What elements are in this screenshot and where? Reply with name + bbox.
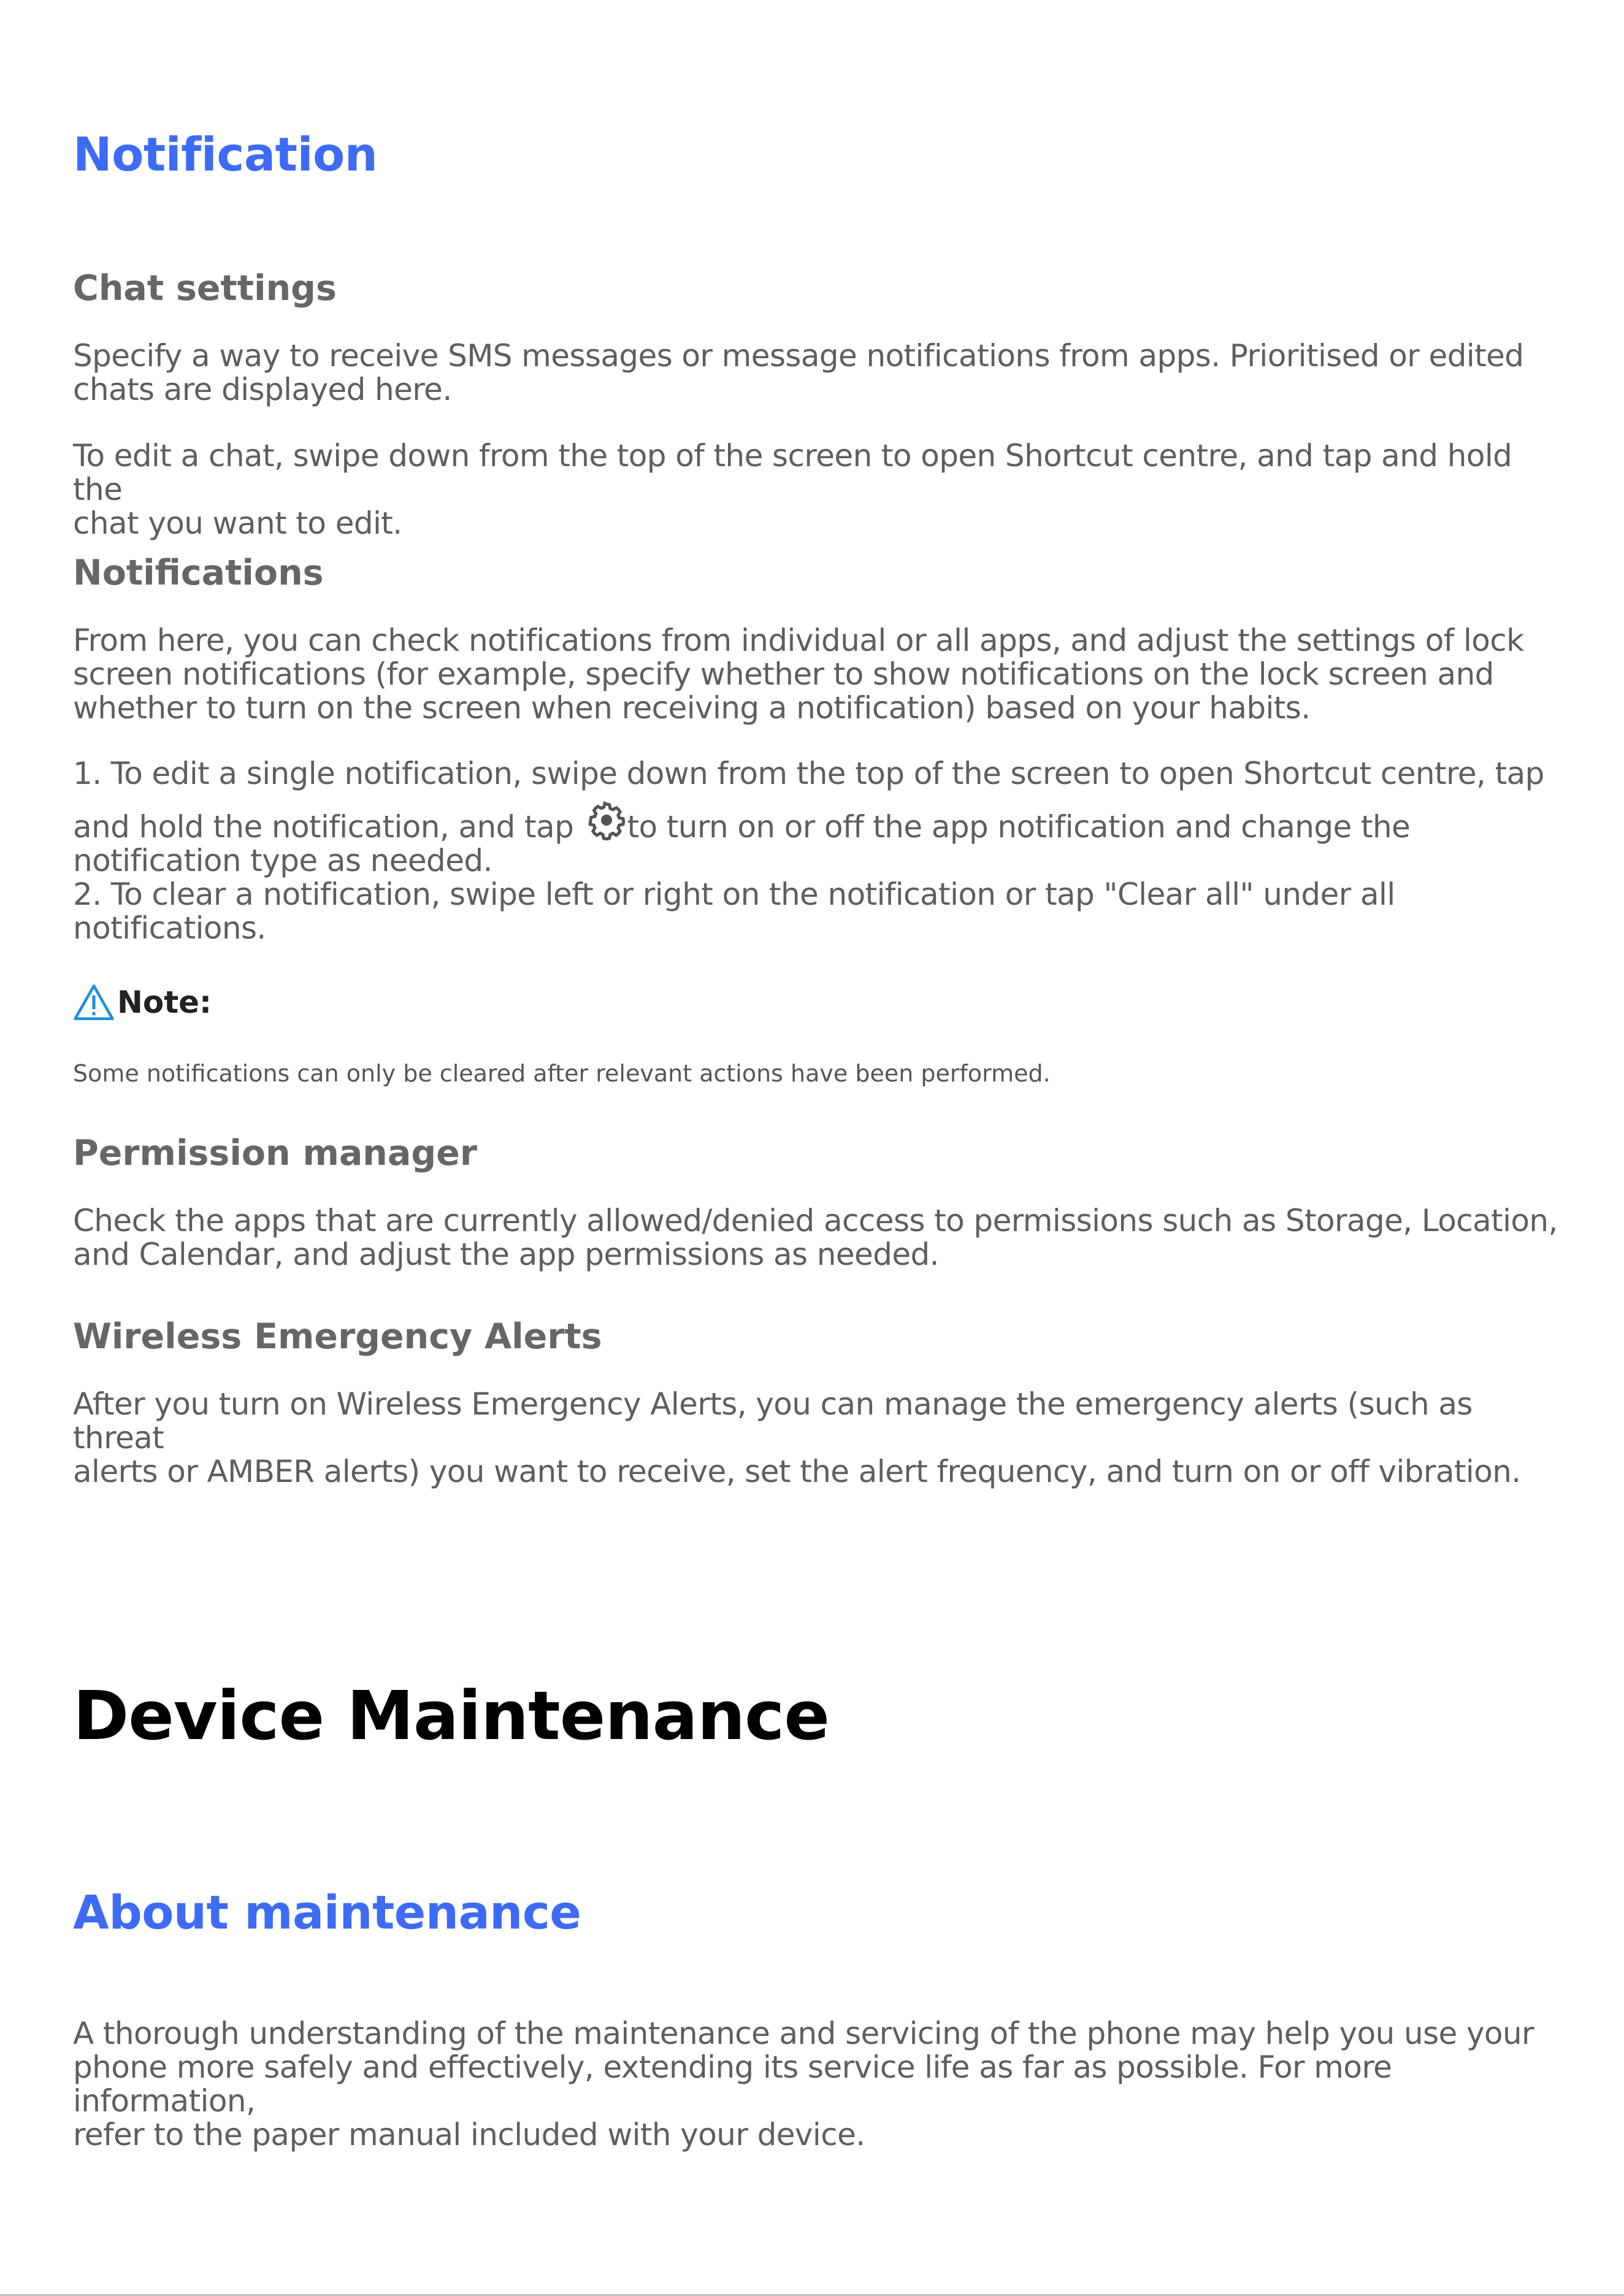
text-line-with-icon (73, 799, 1569, 844)
text-line: whether to turn on the screen when receiving a notification) based on your habits. (73, 690, 1311, 726)
permission-manager-paragraph (73, 1204, 1569, 1272)
text-line: After you turn on Wireless Emergency Alerts, you can manage the emergency alerts (such as threat (73, 1386, 1473, 1456)
section-title-notification: Notification (73, 127, 378, 182)
warning-triangle-icon (73, 983, 115, 1021)
text-line: A thorough understanding of the maintenance and servicing of the phone may help you use your (73, 2016, 1534, 2051)
text-line: screen notifications (for example, specify whether to show notifications on the lock screen and (73, 656, 1494, 692)
note-label (73, 983, 212, 1021)
text-line: Check the apps that are currently allowed/denied access to permissions such as Storage, Location, (73, 1203, 1558, 1238)
heading-chat-settings: Chat settings (73, 268, 337, 309)
note-label-text: Note: (117, 985, 212, 1020)
note-text: Some notifications can only be cleared after relevant actions have been performed. (73, 1060, 1051, 1087)
notifications-paragraph (73, 624, 1569, 725)
text-line: To edit a chat, swipe down from the top of the screen to open Shortcut centre, and tap and hold the (73, 438, 1512, 507)
text-line: notification type as needed. (73, 843, 492, 878)
text-line: 1. To edit a single notification, swipe down from the top of the screen to open Shortcut centre, tap (73, 756, 1544, 791)
text-line: From here, you can check notifications from individual or all apps, and adjust the settings of lock (73, 623, 1524, 658)
notifications-steps (73, 757, 1569, 945)
chat-settings-paragraph-1 (73, 339, 1569, 407)
wireless-alerts-paragraph (73, 1388, 1569, 1489)
text-fragment: and hold the notification, and tap (73, 809, 583, 845)
text-line: notifications. (73, 910, 266, 946)
text-line: refer to the paper manual included with your device. (73, 2117, 865, 2152)
section-title-about-maintenance: About maintenance (73, 1885, 581, 1940)
text-line: Specify a way to receive SMS messages or message notifications from apps. Prioritised or edited (73, 338, 1524, 374)
text-line: 2. To clear a notification, swipe left or right on the notification or tap "Clear all" under all (73, 877, 1395, 912)
chapter-title-device-maintenance: Device Maintenance (73, 1676, 829, 1755)
settings-gear-icon (586, 799, 627, 841)
chat-settings-paragraph-2 (73, 439, 1569, 540)
heading-permission-manager: Permission manager (73, 1133, 477, 1173)
text-line: chats are displayed here. (73, 372, 452, 407)
text-line: and Calendar, and adjust the app permissions as needed. (73, 1237, 939, 1272)
about-maintenance-paragraph (73, 2017, 1569, 2152)
text-line: phone more safely and effectively, extending its service life as far as possible. For more information, (73, 2049, 1392, 2119)
heading-notifications: Notifications (73, 553, 324, 593)
heading-wireless-emergency-alerts: Wireless Emergency Alerts (73, 1316, 602, 1357)
text-fragment: to turn on or off the app notification and change the (627, 809, 1411, 845)
text-line: chat you want to edit. (73, 505, 402, 541)
text-line: alerts or AMBER alerts) you want to receive, set the alert frequency, and turn on or off vibration. (73, 1454, 1521, 1489)
